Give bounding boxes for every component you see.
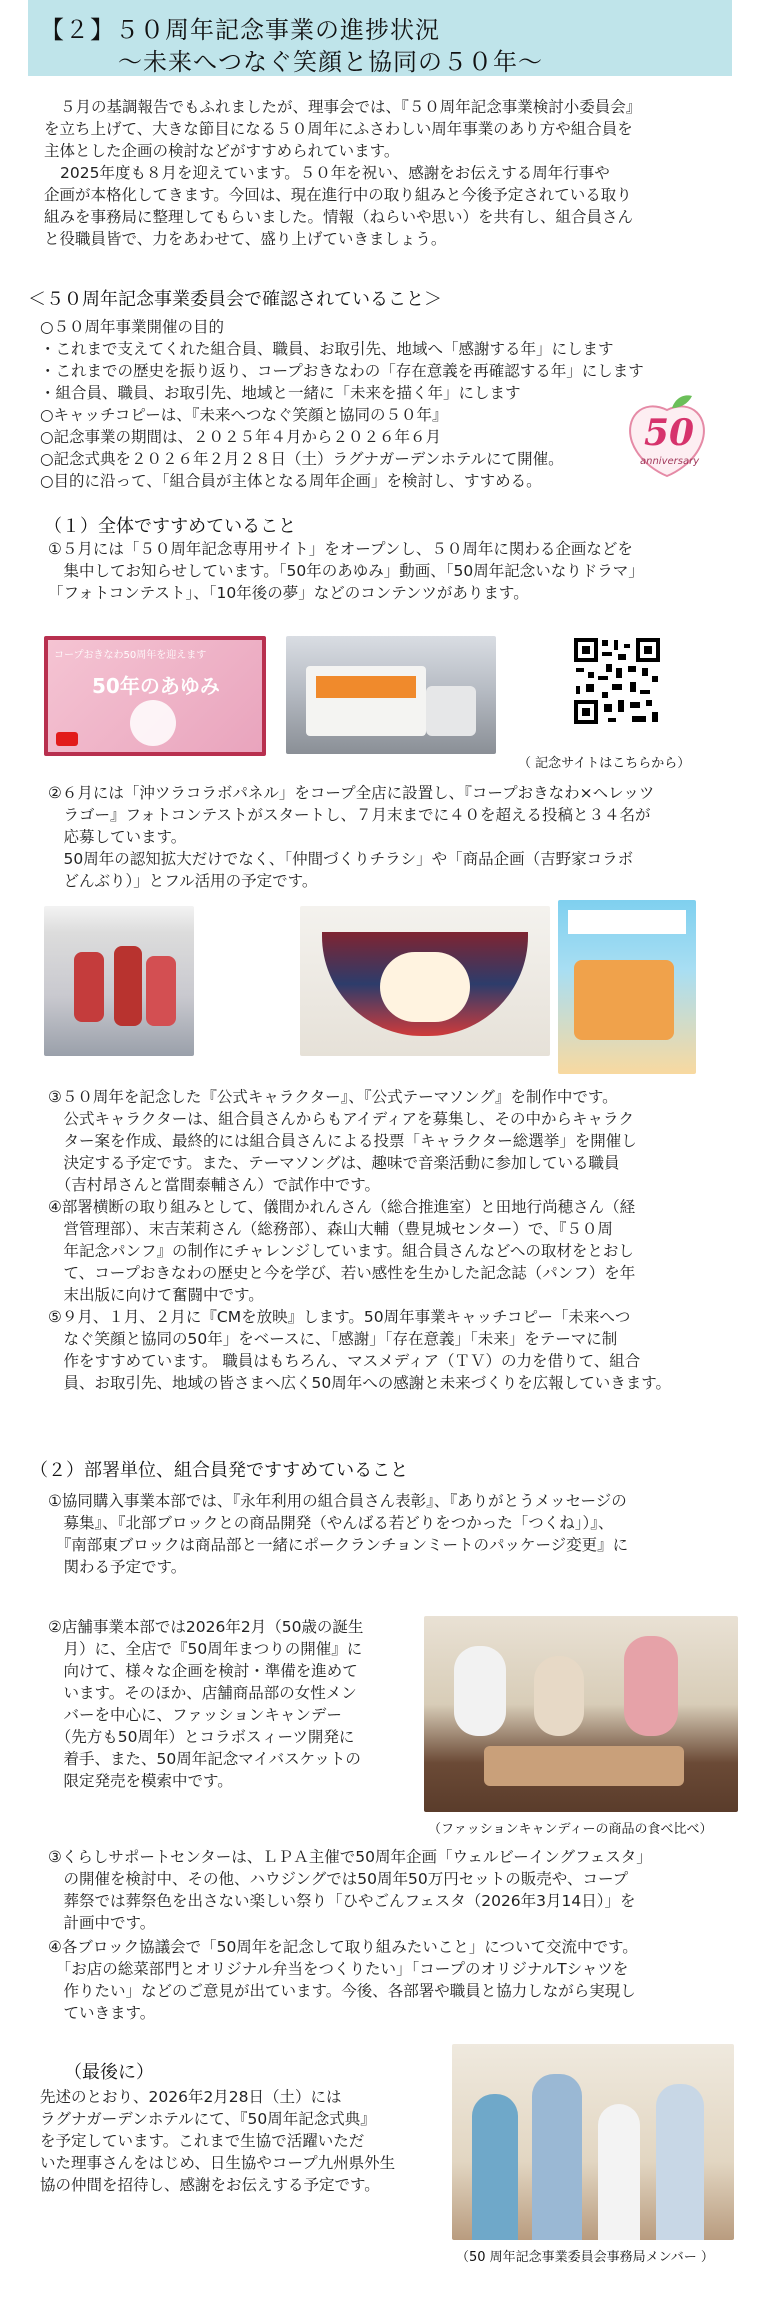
item-line: ①協同購入事業本部では、『永年利用の組合員さん表彰』、『ありがとうメッセージの xyxy=(48,1492,627,1510)
item-line: ③５０周年を記念した『公式キャラクター』、『公式テーマソング』を制作中です。 xyxy=(48,1088,618,1106)
committee-item: ○５０周年事業開催の目的 xyxy=(40,318,225,336)
item-line: どんぶり）」とフル活用の予定です。 xyxy=(48,872,318,890)
item-line: 関わる予定です。 xyxy=(48,1558,187,1576)
site-video-thumbnail[interactable] xyxy=(44,636,266,756)
item-line: 計画中です。 xyxy=(48,1914,156,1932)
item-line: 葬祭では葬祭色を出さない楽しい祭り「ひやごんフェスタ（2026年3月14日）」を xyxy=(48,1892,636,1910)
thumbnail-caption: コープおきなわ50周年を迎えます xyxy=(54,650,207,661)
section1-item1 xyxy=(48,538,728,604)
logo-subtitle: anniversary xyxy=(640,456,700,467)
character-figure xyxy=(114,946,142,1026)
item-line: 50周年の認知拡大だけでなく、「仲間づくりチラシ」や「商品企画（吉野家コラボ xyxy=(48,850,634,868)
character-figure xyxy=(74,952,104,1022)
committee-item: ・これまでの歴史を振り返り、コープおきなわの「存在意義を再確認する年」にします xyxy=(40,362,644,380)
item-line: 年記念パンフ』の制作にチャレンジしています。組合員さんなどへの取材をとおし xyxy=(48,1242,634,1260)
person xyxy=(534,1656,584,1736)
intro-line: 企画が本格化してきます。今回は、現在進行中の取り組みと今後予定されている取り xyxy=(44,186,632,204)
intro-paragraph xyxy=(44,96,724,250)
item-line: 営管理部）、末吉茉莉さん（総務部）、森山大輔（豊見城センター）で、『５０周 xyxy=(48,1220,613,1238)
item-line: 末出版に向けて奮闘中です。 xyxy=(48,1286,264,1304)
item-line: （吉村昂さんと當間泰輔さん）で試作中です。 xyxy=(48,1176,381,1194)
tasting-photo-caption: （ファッションキャンディーの商品の食べ比べ） xyxy=(428,1822,713,1837)
closing-line: いた理事さんをはじめ、日生協やコープ九州県外生 xyxy=(40,2154,396,2172)
bowl-character xyxy=(380,952,470,1022)
person xyxy=(624,1636,678,1736)
closing-heading: （最後に） xyxy=(64,2062,154,2083)
flyer-illustration xyxy=(574,960,674,1040)
item-line: ていきます。 xyxy=(48,2004,156,2022)
closing-line: ラグナガーデンホテルにて、『50周年記念式典』 xyxy=(40,2110,376,2128)
character-figure xyxy=(146,956,176,1026)
section2-item4 xyxy=(48,1936,738,2024)
person xyxy=(598,2104,640,2240)
truck-photo xyxy=(286,636,496,754)
item-line: 限定発売を模索中です。 xyxy=(48,1772,233,1790)
item-line: 応募しています。 xyxy=(48,828,187,846)
qr-code[interactable] xyxy=(572,636,662,726)
item-line: ④各ブロック協議会で「50周年を記念して取り組みたいこと」について交流中です。 xyxy=(48,1938,638,1956)
thumbnail-title: 50年のあゆみ xyxy=(92,674,220,698)
item-line: ①５月には「５０周年記念専用サイト」をオープンし、５０周年に関わる企画などを xyxy=(48,540,633,558)
committee-item: ○記念事業の期間は、２０２５年４月から２０２６年６月 xyxy=(40,428,442,446)
item-line: 『南部東ブロックは商品部と一緒にポークランチョンミートのパッケージ変更』に xyxy=(48,1536,629,1554)
item-line: バーを中心に、ファッションキャンデー xyxy=(48,1706,342,1724)
truck-cab xyxy=(426,686,476,736)
item-line: 員、お取引先、地域の皆さまへ広く50周年への感謝と未来づくりを広報していきます。 xyxy=(48,1374,671,1392)
item-line: 公式キャラクターは、組合員さんからもアイディアを募集し、その中からキャラク xyxy=(48,1110,635,1128)
page-title: 【２】５０周年記念事業の進捗状況 xyxy=(40,16,440,44)
section2-item3 xyxy=(48,1846,738,1934)
committee-item: ○記念式典を２０２６年２月２８日（土）ラグナガーデンホテルにて開催。 xyxy=(40,450,564,468)
thumbnail-logo xyxy=(130,700,176,746)
section1-item4 xyxy=(48,1196,728,1306)
closing-paragraph xyxy=(40,2086,440,2196)
committee-list xyxy=(40,316,680,492)
item-line: 作りたい」などのご意見が出ています。今後、各部署や職員と協力しながら実現し xyxy=(48,1982,636,2000)
item-line: 「お店の総菜部門とオリジナル弁当をつくりたい」「コープのオリジナルTシャツを xyxy=(48,1960,629,1978)
intro-line: 組みを事務局に整理してもらいました。情報（ねらいや思い）を共有し、組合員さん xyxy=(44,208,634,226)
item-line: て、コープおきなわの歴史と今を学び、若い感性を生かした記念誌（パンフ）を年 xyxy=(48,1264,636,1282)
item-line: なぐ笑顔と協同の50年」をベースに、「感謝」「存在意義」「未来」をテーマに制 xyxy=(48,1330,618,1348)
intro-line: 2025年度も８月を迎えています。５０年を祝い、感謝をお伝えする周年行事や xyxy=(60,164,610,182)
item-line: 向けて、様々な企画を検討・準備を進めて xyxy=(48,1662,358,1680)
table-with-snacks xyxy=(484,1746,684,1786)
item-line: ⑤９月、１月、２月に『CMを放映』します。50周年事業キャッチコピー「未来へつ xyxy=(48,1308,631,1326)
members-photo-caption: （50 周年記念事業委員会事務局メンバー ） xyxy=(456,2250,714,2265)
play-icon[interactable] xyxy=(56,732,78,746)
committee-members-photo xyxy=(452,2044,734,2240)
item-line: 集中してお知らせしています。「50年のあゆみ」動画、「50周年記念いなりドラマ」 xyxy=(48,562,644,580)
truck-banner xyxy=(316,676,416,698)
page-subtitle: ～未来へつなぐ笑顔と協同の５０年～ xyxy=(118,48,543,76)
flyer-title-band xyxy=(568,910,686,934)
item-line: ②店舗事業本部では2026年2月（50歳の誕生 xyxy=(48,1618,364,1636)
intro-line: ５月の基調報告でもふれましたが、理事会では、『５０周年記念事業検討小委員会』 xyxy=(60,98,642,116)
logo-number: 50 xyxy=(644,412,695,454)
item-line: ④部署横断の取り組みとして、儀間かれんさん（総合推進室）と田地行尚穂さん（経 xyxy=(48,1198,636,1216)
item-line: ②６月には「沖ツラコラボパネル」をコープ全店に設置し、『コープおきなわ×ヘレッツ xyxy=(48,784,655,802)
intro-line: を立ち上げて、大きな節目になる５０周年にふさわしい周年事業のあり方や組合員を xyxy=(44,120,633,138)
item-line: 募集』、『北部ブロックとの商品開発（やんばる若どりをつかった「つくね」）』、 xyxy=(48,1514,614,1532)
person xyxy=(472,2094,518,2240)
committee-item: ○目的に沿って、「組合員が主体となる周年企画」を検討し、すすめる。 xyxy=(40,472,542,490)
committee-heading: ＜５０周年記念事業委員会で確認されていること＞ xyxy=(28,289,442,310)
section2-item2 xyxy=(48,1616,428,1792)
intro-line: 主体とした企画の検討などがすすめられています。 xyxy=(44,142,400,160)
item-line: の開催を検討中、その他、ハウジングでは50周年50万円セットの販売や、コープ xyxy=(48,1870,629,1888)
item-line: 着手、また、50周年記念マイバスケットの xyxy=(48,1750,361,1768)
collab-bowl-photo xyxy=(300,906,550,1056)
section1-item2 xyxy=(48,782,738,892)
section2-item1 xyxy=(48,1490,738,1578)
section1-heading: （１）全体ですすめていること xyxy=(44,516,297,537)
item-line: （先方も50周年）とコラボスィーツ開発に xyxy=(48,1728,355,1746)
committee-item: ・組合員、職員、お取引先、地域と一緒に「未来を描く年」にします xyxy=(40,384,521,402)
closing-line: 先述のとおり、2026年2月28日（土）には xyxy=(40,2088,342,2106)
qr-caption: （ 記念サイトはこちらから） xyxy=(518,756,691,771)
committee-item: ・これまで支えてくれた組合員、職員、お取引先、地域へ「感謝する年」にします xyxy=(40,340,614,358)
person xyxy=(656,2084,704,2240)
item-line: ③くらしサポートセンターは、ＬＰＡ主催で50周年企画「ウェルビーイングフェスタ」 xyxy=(48,1848,652,1866)
person xyxy=(532,2074,582,2240)
committee-item: ○キャッチコピーは、『未来へつなぐ笑顔と協同の５０年』 xyxy=(40,406,448,424)
item-line: 決定する予定です。また、テーマソングは、趣味で音楽活動に参加している職員 xyxy=(48,1154,620,1172)
item-line: 作をすすめています。 職員はもちろん、マスメディア（ＴＶ）の力を借りて、組合 xyxy=(48,1352,641,1370)
intro-line: と役職員皆で、力をあわせて、盛り上げていきましょう。 xyxy=(44,230,447,248)
person xyxy=(454,1646,506,1736)
photo-contest-post xyxy=(44,906,194,1056)
item-line: 月）に、全店で『50周年まつりの開催』に xyxy=(48,1640,363,1658)
section1-item3 xyxy=(48,1086,728,1196)
tasting-photo xyxy=(424,1616,738,1812)
closing-line: を予定しています。これまで生協で活躍いただ xyxy=(40,2132,365,2150)
closing-line: 協の仲間を招待し、感謝をお伝えする予定です。 xyxy=(40,2176,380,2194)
section2-heading: （２）部署単位、組合員発ですすめていること xyxy=(30,1460,409,1481)
recruitment-flyer xyxy=(558,900,696,1074)
anniversary-logo xyxy=(622,390,712,480)
item-line: います。そのほか、店舗商品部の女性メン xyxy=(48,1684,357,1702)
item-line: ラゴー』フォトコンテストがスタートし、７月末までに４０を超える投稿と３４名が xyxy=(48,806,651,824)
item-line: ター案を作成、最終的には組合員さんによる投票「キャラクター総選挙」を開催し xyxy=(48,1132,637,1150)
section1-item5 xyxy=(48,1306,738,1394)
item-line: 「フォトコンテスト」、「10年後の夢」などのコンテンツがあります。 xyxy=(48,584,529,602)
